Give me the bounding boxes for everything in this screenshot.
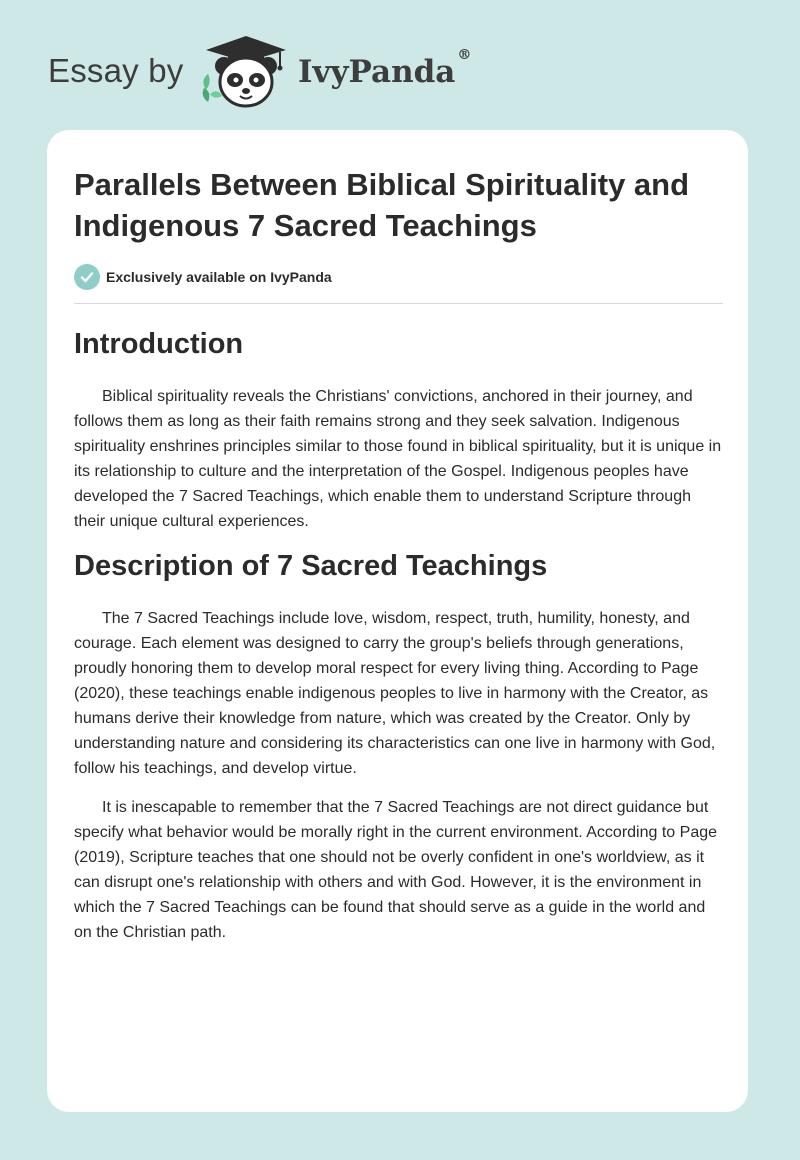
registered-mark: ® <box>457 46 472 63</box>
brand-name[interactable]: IvyPanda ® <box>298 46 472 90</box>
title-divider <box>74 303 723 304</box>
site-header <box>48 30 488 110</box>
exclusive-badge-label: Exclusively available on IvyPanda <box>106 269 332 285</box>
exclusive-badge <box>74 263 724 291</box>
paragraph: It is inescapable to remember that the 7 Sacred Teachings are not direct guidance but specify what behavior would be morally right in the current environment. According to Page (2019), Scripture teaches that one should not be overly confident in one's worldview, as it can disrupt one's relationship with others and with God. However, it is the environment in which the 7 Sacred Teachings can be found that should serve as a guide in the world and on the Christian path. <box>74 799 718 941</box>
check-icon <box>74 264 100 290</box>
paragraph: Biblical spirituality reveals the Christians' convictions, anchored in their journey, and follows them as long as their faith remains strong and they seek salvation. Indigenous spirituality enshrines principles similar to those found in biblical spirituality, but it is unique in its relationship to culture and the interpretation of the Gospel. Indigenous peoples have developed the 7 Sacred Teachings, which enable them to understand Scripture through their unique cultural experiences. <box>74 388 722 530</box>
essay-by-label: Essay by <box>48 52 184 89</box>
panda-graduate-icon[interactable] <box>198 30 294 110</box>
section-heading-description: Description of 7 Sacred Teachings <box>74 550 548 582</box>
section-heading-introduction: Introduction <box>74 328 244 360</box>
article-title: Parallels Between Biblical Spirituality and Indigenous 7 Sacred Teachings <box>74 167 690 243</box>
article-card <box>47 130 748 1112</box>
paragraph: The 7 Sacred Teachings include love, wisdom, respect, truth, humility, honesty, and courage. Each element was designed to carry the group's beliefs through generations, proudly honoring them to develop moral respect for every living thing. According to Page (2020), these teachings enable indigenous peoples to live in harmony with the Creator, as humans derive their knowledge from nature, which was created by the Creator. Only by understanding nature and considering its characteristics can one live in harmony with God, follow his teachings, and develop virtue. <box>74 610 716 777</box>
article-content <box>74 164 724 945</box>
